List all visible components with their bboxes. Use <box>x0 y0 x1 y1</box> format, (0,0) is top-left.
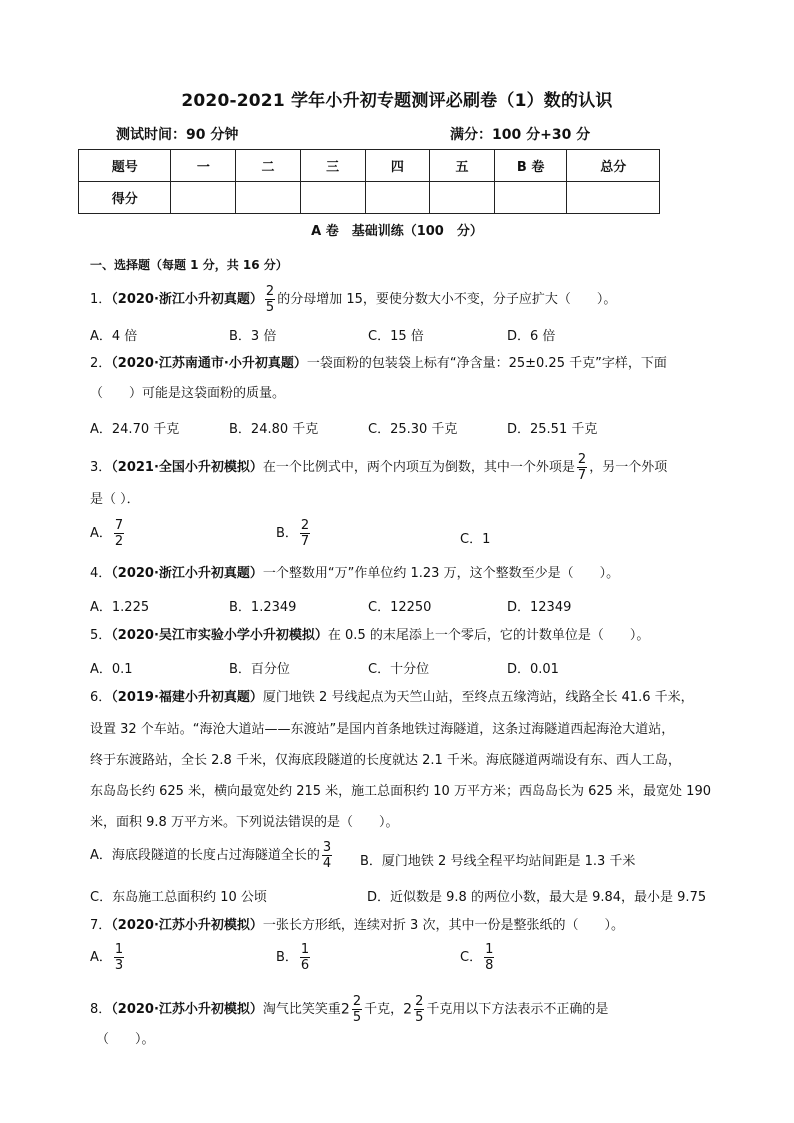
question-6-line-2: 设置 32 个车站。“海沧大道站——东渡站”是国内首条地铁过海隧道，这条过海隧道西起海沧大道站， <box>90 722 675 737</box>
q6-option-a[interactable] <box>90 840 334 871</box>
header-cell: 三 <box>300 150 365 182</box>
denominator: 7 <box>577 468 587 483</box>
numerator: 2 <box>352 994 362 1009</box>
mixed-number-integer: 2 <box>340 1001 350 1018</box>
score-cell[interactable] <box>567 182 660 214</box>
question-number: 1． <box>90 292 112 307</box>
q3-option-a[interactable] <box>90 518 126 549</box>
denominator: 7 <box>300 534 310 549</box>
header-cell: B 卷 <box>494 150 567 182</box>
question-number: 6． <box>90 690 112 705</box>
q7-option-b[interactable] <box>276 942 312 973</box>
denominator: 2 <box>114 534 124 549</box>
score-cell[interactable] <box>236 182 301 214</box>
numerator: 2 <box>265 284 275 299</box>
score-cell[interactable] <box>171 182 236 214</box>
question-2-line-2: （ ）可能是这袋面粉的质量。 <box>90 386 286 401</box>
numerator: 2 <box>415 994 424 1009</box>
option-label: B． <box>276 526 298 541</box>
question-source: （2020·浙江小升初真题） <box>111 292 263 307</box>
numerator: 1 <box>114 942 124 957</box>
q4-option-a[interactable]: A．1.225 <box>90 600 150 615</box>
question-3 <box>90 452 667 483</box>
question-text-after: ，另一个外项 <box>589 460 668 475</box>
question-6-line-5: 米，面积 9.8 万平方米。下列说法错误的是（ ）。 <box>90 815 399 830</box>
question-text-mid: 千克， <box>364 1002 404 1017</box>
header-cell: 五 <box>430 150 495 182</box>
option-label: B． <box>276 950 298 965</box>
q1-option-d[interactable]: D．6 倍 <box>507 329 556 344</box>
q6-option-b[interactable]: B．厦门地铁 2 号线全程平均站间距是 1.3 千米 <box>360 854 636 869</box>
fraction <box>414 994 424 1025</box>
q2-option-d[interactable]: D．25.51 千克 <box>507 422 598 437</box>
q4-option-c[interactable]: C．12250 <box>368 600 432 615</box>
question-number: 4． <box>90 566 112 581</box>
score-table-score-row <box>79 182 660 214</box>
header-cell: 总分 <box>567 150 660 182</box>
question-text: 一袋面粉的包装袋上标有“净含量：25±0.25 千克”字样，下面 <box>306 356 667 371</box>
denominator: 8 <box>485 958 494 973</box>
question-text: 淘气比笑笑重 <box>262 1002 341 1017</box>
q5-option-d[interactable]: D．0.01 <box>507 662 559 677</box>
question-text-end: 千克用以下方法表示不正确的是 <box>426 1002 609 1017</box>
question-5 <box>90 626 649 646</box>
score-cell[interactable] <box>365 182 430 214</box>
option-label: A． <box>90 526 112 541</box>
fraction <box>484 942 494 973</box>
question-number: 2． <box>90 356 112 371</box>
section-a-heading: A 卷 基础训练（100 分） <box>311 224 483 239</box>
header-cell: 题号 <box>79 150 171 182</box>
question-number: 7． <box>90 918 112 933</box>
q1-option-b[interactable]: B．3 倍 <box>229 329 277 344</box>
score-cell[interactable] <box>300 182 365 214</box>
q5-option-a[interactable]: A．0.1 <box>90 662 133 677</box>
q2-option-b[interactable]: B．24.80 千克 <box>229 422 319 437</box>
denominator: 5 <box>352 1010 362 1025</box>
numerator: 7 <box>114 518 124 533</box>
fraction <box>300 518 310 549</box>
option-label: A． <box>90 950 112 965</box>
header-cell: 二 <box>236 150 301 182</box>
denominator: 5 <box>415 1010 424 1025</box>
part1-heading: 一、选择题（每题 1 分，共 16 分） <box>90 258 288 272</box>
question-source: （2021·全国小升初模拟） <box>111 460 263 475</box>
question-text: 一张长方形纸，连续对折 3 次，其中一份是整张纸的（ ）。 <box>262 918 624 933</box>
score-table <box>78 149 660 214</box>
numerator: 2 <box>300 518 310 533</box>
fraction <box>577 452 587 483</box>
question-source: （2019·福建小升初真题） <box>111 690 263 705</box>
denominator: 4 <box>322 856 332 871</box>
q5-option-c[interactable]: C．十分位 <box>368 662 430 677</box>
question-6 <box>90 688 694 708</box>
q7-option-a[interactable] <box>90 942 126 973</box>
question-text: 在一个比例式中，两个内项互为倒数，其中一个外项是 <box>262 460 575 475</box>
question-text: 在 0.5 的末尾添上一个零后，它的计数单位是（ ）。 <box>327 628 650 643</box>
numerator: 3 <box>322 840 332 855</box>
fraction <box>114 518 124 549</box>
numerator: 2 <box>577 452 587 467</box>
fraction <box>322 840 332 871</box>
q2-option-a[interactable]: A．24.70 千克 <box>90 422 180 437</box>
question-text: 的分母增加 15，要使分数大小不变，分子应扩大（ ）。 <box>277 292 617 307</box>
denominator: 6 <box>300 958 310 973</box>
header-cell: 四 <box>365 150 430 182</box>
score-cell[interactable] <box>430 182 495 214</box>
q7-option-c[interactable] <box>460 942 496 973</box>
full-score: 满分：100 分+30 分 <box>450 127 591 143</box>
question-6-line-4: 东岛岛长约 625 米，横向最宽处约 215 米，施工总面积约 10 万平方米；西岛岛长为 625 米，最宽处 190 <box>90 784 711 799</box>
question-text: 一个整数用“万”作单位约 1.23 万，这个整数至少是（ ）。 <box>262 566 620 581</box>
question-source: （2020·江苏小升初模拟） <box>111 1002 263 1017</box>
row-label-cell: 得分 <box>79 182 171 214</box>
q3-option-c[interactable]: C．1 <box>460 532 491 547</box>
denominator: 3 <box>114 958 124 973</box>
question-source: （2020·吴江市实验小学小升初模拟） <box>111 628 328 643</box>
question-source: （2020·江苏小升初模拟） <box>111 918 263 933</box>
q4-option-b[interactable]: B．1.2349 <box>229 600 297 615</box>
question-number: 8． <box>90 1002 112 1017</box>
q1-option-c[interactable]: C．15 倍 <box>368 329 424 344</box>
question-8 <box>90 994 608 1025</box>
question-number: 5． <box>90 628 112 643</box>
question-number: 3． <box>90 460 112 475</box>
q5-option-b[interactable]: B．百分位 <box>229 662 290 677</box>
option-text: A．海底段隧道的长度占过海隧道全长的 <box>90 848 320 863</box>
score-table-header-row <box>79 150 660 182</box>
q2-option-c[interactable]: C．25.30 千克 <box>368 422 458 437</box>
mixed-number-integer: 2 <box>403 1001 413 1018</box>
fraction <box>265 284 275 315</box>
q3-option-b[interactable] <box>276 518 312 549</box>
q4-option-d[interactable]: D．12349 <box>507 600 572 615</box>
fraction <box>114 942 124 973</box>
question-8-line-2: （ ）。 <box>96 1032 155 1047</box>
numerator: 1 <box>485 942 494 957</box>
numerator: 1 <box>300 942 310 957</box>
question-4 <box>90 564 619 584</box>
q6-option-d[interactable]: D．近似数是 9.8 的两位小数，最大是 9.84，最小是 9.75 <box>367 890 707 905</box>
denominator: 5 <box>265 300 275 315</box>
question-2 <box>90 354 667 374</box>
page-title: 2020-2021 学年小升初专题测评必刷卷（1）数的认识 <box>181 91 613 111</box>
test-time: 测试时间：90 分钟 <box>116 127 239 143</box>
question-text: 厦门地铁 2 号线起点为天竺山站，至终点五缘湾站，线路全长 41.6 千米， <box>262 690 694 705</box>
question-1 <box>90 284 616 315</box>
fraction <box>352 994 362 1025</box>
question-3-line-2: 是（ ）． <box>90 492 140 507</box>
q6-option-c[interactable]: C．东岛施工总面积约 10 公顷 <box>90 890 267 905</box>
q1-option-a[interactable]: A．4 倍 <box>90 329 138 344</box>
question-source: （2020·浙江小升初真题） <box>111 566 263 581</box>
option-label: C． <box>460 950 483 965</box>
question-7 <box>90 916 624 936</box>
score-cell[interactable] <box>494 182 567 214</box>
header-cell: 一 <box>171 150 236 182</box>
question-source: （2020·江苏南通市·小升初真题） <box>111 356 307 371</box>
fraction <box>300 942 310 973</box>
question-6-line-3: 终于东渡路站，全长 2.8 千米，仅海底段隧道的长度就达 2.1 千米。海底隧道两端设有东、西人工岛， <box>90 753 681 768</box>
